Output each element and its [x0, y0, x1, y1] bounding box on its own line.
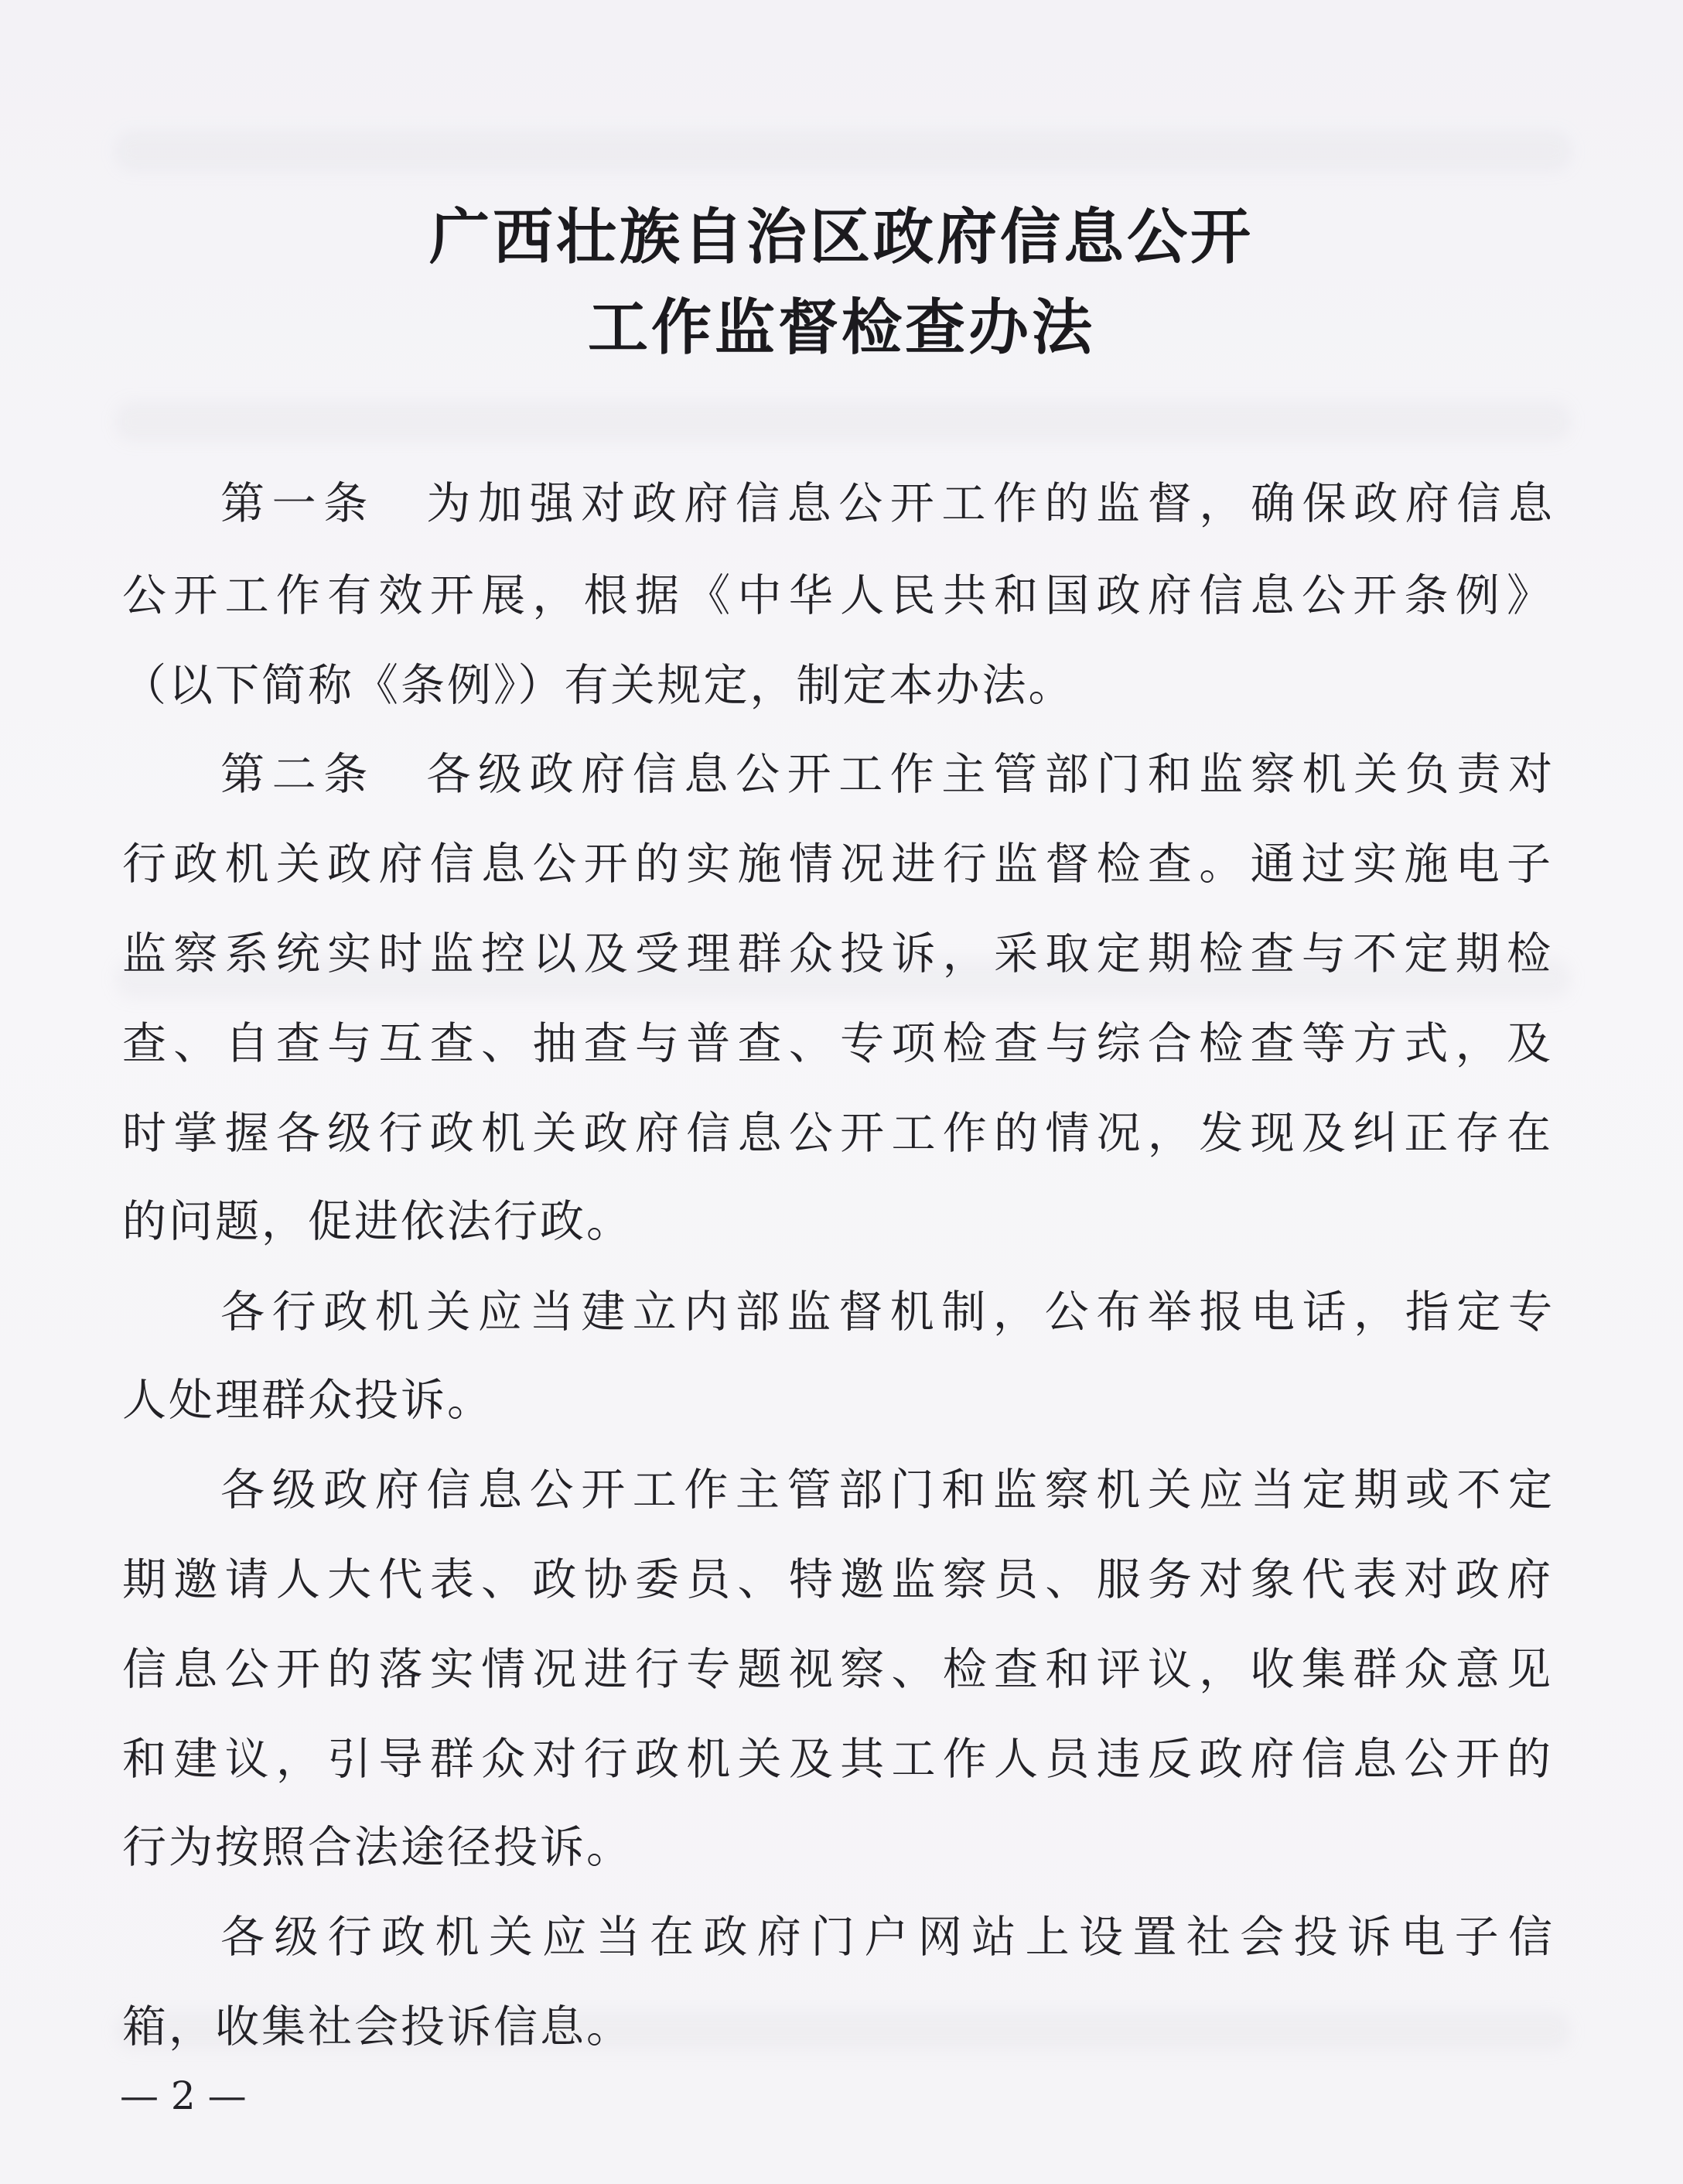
- body-line: 查、自查与互查、抽查与普查、专项检查与综合检查等方式，及: [122, 1018, 1553, 1069]
- body-line: 行为按照合法途径投诉。: [122, 1822, 633, 1873]
- body-line: 时掌握各级行政机关政府信息公开工作的情况，发现及纠正存在: [122, 1108, 1553, 1159]
- body-line: 人处理群众投诉。: [122, 1375, 493, 1426]
- body-line: 各行政机关应当建立内部监督机制，公布举报电话，指定专: [220, 1287, 1555, 1338]
- body-line: 信息公开的落实情况进行专题视察、检查和评议，收集群众意见: [122, 1644, 1553, 1695]
- page-number: — 2 —: [120, 2073, 247, 2118]
- document-title-line2: 工作监督检查办法: [587, 293, 1095, 363]
- bleed-through-band: [116, 132, 1570, 170]
- body-line: 箱，收集社会投诉信息。: [122, 2001, 633, 2052]
- document-title-line1: 广西壮族自治区政府信息公开: [428, 203, 1254, 272]
- bleed-through-band: [116, 402, 1570, 441]
- body-line: 期邀请人大代表、政协委员、特邀监察员、服务对象代表对政府: [122, 1554, 1553, 1605]
- body-line: 的问题，促进依法行政。: [122, 1196, 633, 1247]
- body-line: 监察系统实时监控以及受理群众投诉，采取定期检查与不定期检: [122, 928, 1553, 979]
- body-line: （以下简称《条例》）有关规定，制定本办法。: [122, 660, 1075, 711]
- body-line: 和建议，引导群众对行政机关及其工作人员违反政府信息公开的: [122, 1734, 1553, 1785]
- body-line: 行政机关政府信息公开的实施情况进行监督检查。通过实施电子: [122, 839, 1553, 890]
- body-line: 各级行政机关应当在政府门户网站上设置社会投诉电子信: [220, 1912, 1555, 1963]
- body-line: 公开工作有效开展，根据《中华人民共和国政府信息公开条例》: [122, 570, 1553, 621]
- body-line: 第一条 为加强对政府信息公开工作的监督，确保政府信息: [220, 478, 1555, 529]
- body-line: 第二条 各级政府信息公开工作主管部门和监察机关负责对: [220, 749, 1555, 800]
- body-line: 各级政府信息公开工作主管部门和监察机关应当定期或不定: [220, 1465, 1555, 1516]
